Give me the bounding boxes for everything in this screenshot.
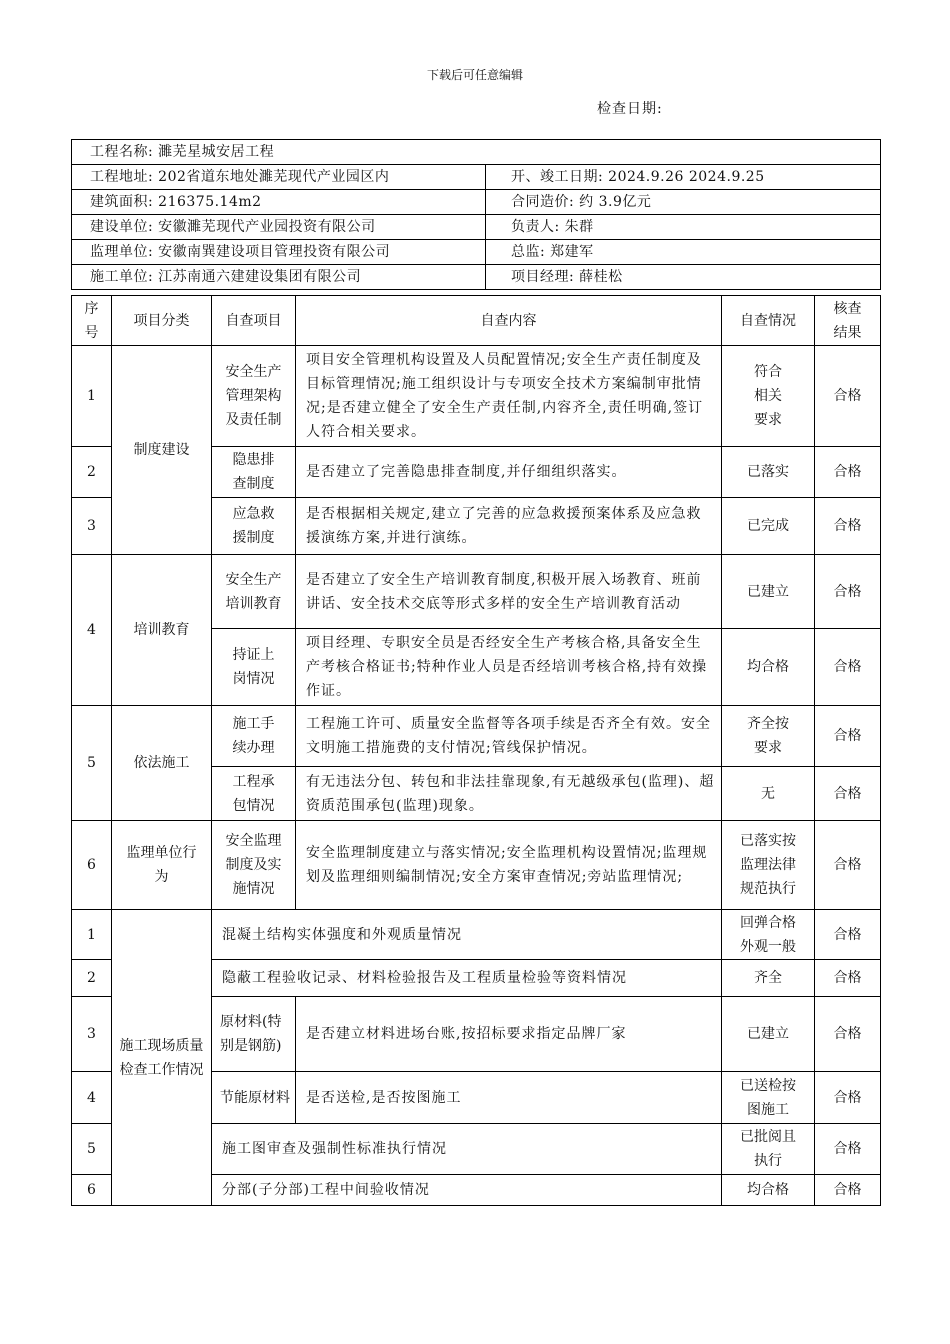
supervisor-unit: 监理单位: 安徽南巽建设项目管理投资有限公司 (72, 240, 486, 265)
row-content: 工程施工许可、质量安全监督等各项手续是否齐全有效。安全文明施工措施费的支付情况;管线保护情况。 (296, 706, 722, 767)
row-result: 合格 (815, 498, 881, 555)
row-item: 应急救援制度 (212, 498, 296, 555)
table-row (72, 821, 881, 910)
project-address: 工程地址: 202省道东地处濉芜现代产业园区内 (72, 165, 486, 190)
table-header-row (72, 296, 881, 346)
row-content: 项目经理、专职安全员是否经安全生产考核合格,具备安全生产考核合格证书;特种作业人员是否经培训考核合格,持有效操作证。 (296, 629, 722, 706)
row-status: 无 (722, 767, 815, 821)
table-row (72, 346, 881, 447)
row-status: 已批阅且执行 (722, 1124, 815, 1175)
row-item: 持证上岗情况 (212, 629, 296, 706)
row-content: 是否根据相关规定,建立了完善的应急救援预案体系及应急救援演练方案,并进行演练。 (296, 498, 722, 555)
row-content: 施工图审查及强制性标准执行情况 (212, 1124, 722, 1175)
header-status: 自查情况 (722, 296, 815, 346)
row-status: 已建立 (722, 997, 815, 1072)
project-name: 工程名称: 濉芜星城安居工程 (72, 140, 881, 165)
builder-head: 负责人: 朱群 (486, 215, 881, 240)
table-row (72, 555, 881, 629)
row-seq: 4 (72, 555, 112, 706)
row-status: 已落实按监理法律规范执行 (722, 821, 815, 910)
row-seq: 6 (72, 1175, 112, 1206)
row-item: 节能原材料 (212, 1072, 296, 1124)
row-result: 合格 (815, 1124, 881, 1175)
top-note: 下载后可任意编辑 (426, 68, 523, 82)
row-seq: 4 (72, 1072, 112, 1124)
row-status: 符合相关要求 (722, 346, 815, 447)
project-manager: 项目经理: 薛桂松 (486, 265, 881, 290)
row-category: 监理单位行为 (112, 821, 212, 910)
row-content: 混凝土结构实体强度和外观质量情况 (212, 910, 722, 960)
row-content: 安全监理制度建立与落实情况;安全监理机构设置情况;监理规划及监理细则编制情况;安全方案审查情况;旁站监理情况; (296, 821, 722, 910)
row-status: 已建立 (722, 555, 815, 629)
header-result: 核查结果 (815, 296, 881, 346)
row-seq: 5 (72, 706, 112, 821)
row-content: 隐蔽工程验收记录、材料检验报告及工程质量检验等资料情况 (212, 960, 722, 997)
row-result: 合格 (815, 910, 881, 960)
builder-unit: 建设单位: 安徽濉芜现代产业园投资有限公司 (72, 215, 486, 240)
row-status: 齐全按要求 (722, 706, 815, 767)
row-seq: 5 (72, 1124, 112, 1175)
self-inspection-table (71, 295, 881, 1206)
row-result: 合格 (815, 346, 881, 447)
row-item: 安全生产培训教育 (212, 555, 296, 629)
row-result: 合格 (815, 555, 881, 629)
row-content: 项目安全管理机构设置及人员配置情况;安全生产责任制度及目标管理情况;施工组织设计与专项安全技术方案编制审批情况;是否建立健全了安全生产责任制,内容齐全,责任明确,签订人符合相关要求。 (296, 346, 722, 447)
check-date-label: 检查日期: (597, 101, 663, 117)
row-content: 是否建立材料进场台账,按招标要求指定品牌厂家 (296, 997, 722, 1072)
row-result: 合格 (815, 960, 881, 997)
row-status: 回弹合格外观一般 (722, 910, 815, 960)
row-seq: 6 (72, 821, 112, 910)
row-content: 是否建立了完善隐患排查制度,并仔细组织落实。 (296, 447, 722, 498)
row-status: 已送检按图施工 (722, 1072, 815, 1124)
project-dates: 开、竣工日期: 2024.9.26 2024.9.25 (486, 165, 881, 190)
row-item: 施工手续办理 (212, 706, 296, 767)
row-category: 施工现场质量检查工作情况 (112, 910, 212, 1206)
row-content: 分部(子分部)工程中间验收情况 (212, 1175, 722, 1206)
row-item: 工程承包情况 (212, 767, 296, 821)
table-row (72, 706, 881, 767)
header-seq: 序号 (72, 296, 112, 346)
row-result: 合格 (815, 1072, 881, 1124)
row-status: 已完成 (722, 498, 815, 555)
chief-supervisor: 总监: 郑建军 (486, 240, 881, 265)
row-item: 隐患排查制度 (212, 447, 296, 498)
row-seq: 2 (72, 960, 112, 997)
row-status: 均合格 (722, 629, 815, 706)
row-status: 已落实 (722, 447, 815, 498)
contract-price: 合同造价: 约 3.9亿元 (486, 190, 881, 215)
row-item: 安全生产管理架构及责任制 (212, 346, 296, 447)
row-item: 原材料(特别是钢筋) (212, 997, 296, 1072)
row-content: 是否建立了安全生产培训教育制度,积极开展入场教育、班前讲话、安全技术交底等形式多样的安全生产培训教育活动 (296, 555, 722, 629)
row-result: 合格 (815, 997, 881, 1072)
construction-unit: 施工单位: 江苏南通六建建设集团有限公司 (72, 265, 486, 290)
row-seq: 1 (72, 346, 112, 447)
table-row (72, 910, 881, 960)
building-area: 建筑面积: 216375.14m2 (72, 190, 486, 215)
row-status: 均合格 (722, 1175, 815, 1206)
row-status: 齐全 (722, 960, 815, 997)
row-result: 合格 (815, 821, 881, 910)
row-result: 合格 (815, 447, 881, 498)
row-seq: 3 (72, 997, 112, 1072)
row-category: 培训教育 (112, 555, 212, 706)
project-info-table (71, 139, 881, 290)
row-seq: 3 (72, 498, 112, 555)
row-seq: 1 (72, 910, 112, 960)
header-item: 自查项目 (212, 296, 296, 346)
row-category: 依法施工 (112, 706, 212, 821)
header-category: 项目分类 (112, 296, 212, 346)
row-content: 有无违法分包、转包和非法挂靠现象,有无越级承包(监理)、超资质范围承包(监理)现象。 (296, 767, 722, 821)
row-result: 合格 (815, 767, 881, 821)
header-content: 自查内容 (296, 296, 722, 346)
row-category: 制度建设 (112, 346, 212, 555)
row-result: 合格 (815, 629, 881, 706)
row-result: 合格 (815, 1175, 881, 1206)
row-seq: 2 (72, 447, 112, 498)
row-item: 安全监理制度及实施情况 (212, 821, 296, 910)
row-result: 合格 (815, 706, 881, 767)
row-content: 是否送检,是否按图施工 (296, 1072, 722, 1124)
